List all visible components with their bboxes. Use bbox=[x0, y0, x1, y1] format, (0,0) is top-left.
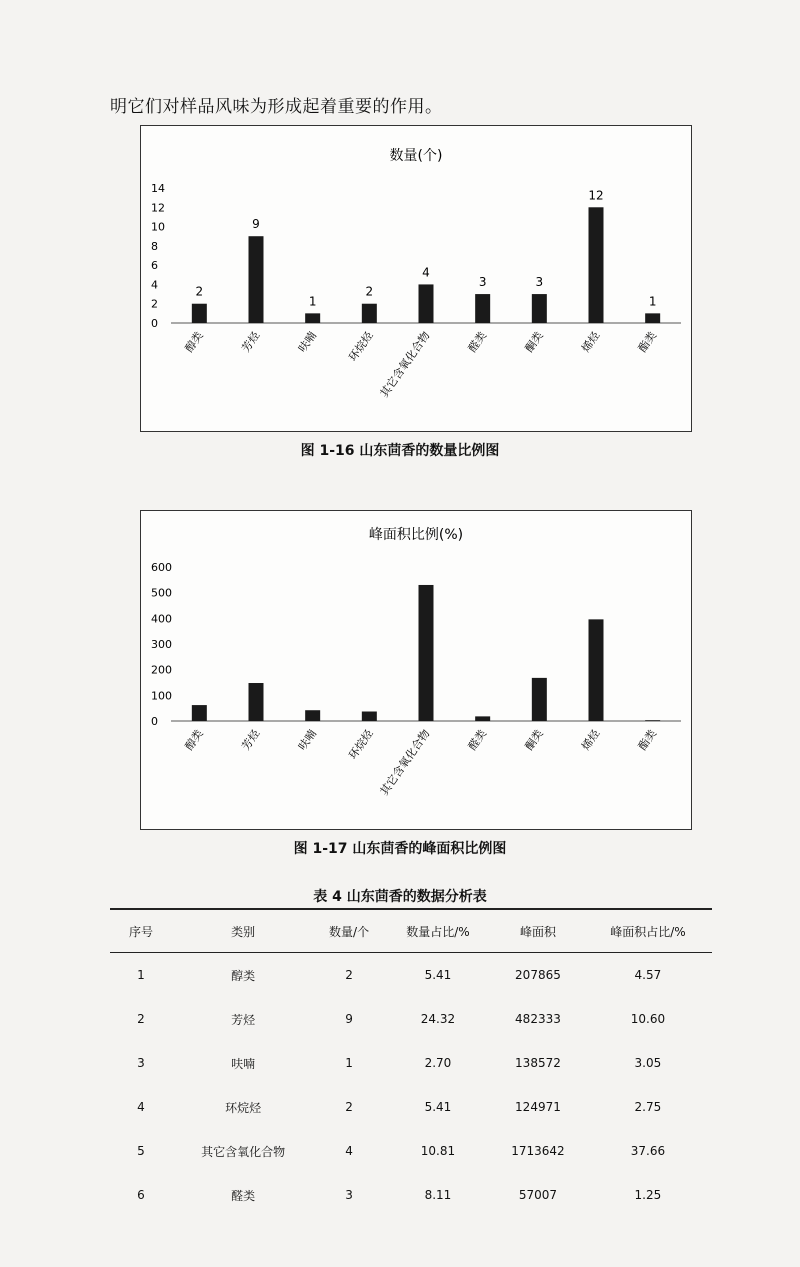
data-label: 3 bbox=[535, 275, 544, 290]
cell-category: 醇类 bbox=[231, 968, 256, 983]
category-label: 醛类 bbox=[465, 727, 490, 753]
cell-count-ratio: 8.11 bbox=[424, 1188, 452, 1202]
bar bbox=[192, 705, 207, 721]
data-label: 9 bbox=[252, 217, 260, 232]
cell-peak-area-ratio: 1.25 bbox=[634, 1188, 662, 1202]
data-label: 2 bbox=[365, 284, 374, 299]
cell-count: 2 bbox=[345, 968, 353, 982]
bar bbox=[532, 678, 547, 721]
cell-index: 3 bbox=[137, 1056, 145, 1070]
cell-index: 6 bbox=[137, 1188, 145, 1202]
header-count-ratio: 数量占比/% bbox=[406, 924, 470, 939]
table-row bbox=[110, 997, 712, 1041]
bar bbox=[532, 294, 547, 323]
cell-index: 5 bbox=[137, 1144, 145, 1158]
cell-peak-area: 482333 bbox=[515, 1012, 561, 1026]
cell-category: 芳烃 bbox=[231, 1012, 256, 1027]
table-header-row bbox=[110, 909, 712, 953]
cell-count: 4 bbox=[345, 1144, 353, 1158]
y-tick-label: 0 bbox=[151, 715, 158, 728]
table-row bbox=[110, 1129, 712, 1173]
table-row bbox=[110, 1085, 712, 1129]
y-tick-label: 500 bbox=[151, 586, 172, 600]
count-chart bbox=[140, 125, 692, 432]
category-label: 其它含氧化合物 bbox=[377, 329, 433, 400]
cell-count-ratio: 5.41 bbox=[424, 1100, 452, 1114]
cell-peak-area-ratio: 37.66 bbox=[630, 1144, 666, 1158]
data-analysis-table bbox=[110, 908, 712, 1217]
y-tick-label: 10 bbox=[151, 220, 165, 234]
y-tick-label: 0 bbox=[151, 317, 158, 330]
count-chart-svg bbox=[141, 126, 691, 431]
intro-text: 明它们对样品风味为形成起着重要的作用。 bbox=[110, 97, 443, 117]
bar bbox=[192, 304, 207, 323]
bar bbox=[475, 716, 490, 721]
cell-peak-area: 1713642 bbox=[511, 1144, 565, 1158]
cell-count-ratio: 2.70 bbox=[424, 1056, 452, 1070]
cell-peak-area: 124971 bbox=[515, 1100, 561, 1114]
y-tick-label: 600 bbox=[151, 561, 172, 574]
bar bbox=[475, 294, 490, 323]
bar bbox=[362, 712, 377, 721]
y-tick-label: 8 bbox=[151, 239, 158, 253]
table-caption: 表 4 山东茴香的数据分析表 bbox=[313, 889, 487, 905]
cell-count-ratio: 24.32 bbox=[420, 1012, 456, 1026]
peak-area-chart bbox=[140, 510, 692, 830]
table-row bbox=[110, 1041, 712, 1085]
bar bbox=[362, 304, 377, 323]
category-label: 酯类 bbox=[635, 727, 660, 753]
category-label: 酮类 bbox=[522, 727, 546, 753]
category-label: 呋喃 bbox=[295, 727, 320, 753]
cell-count-ratio: 5.41 bbox=[424, 968, 452, 982]
bar bbox=[645, 313, 660, 323]
data-label: 1 bbox=[648, 294, 657, 309]
data-label: 1 bbox=[308, 294, 317, 309]
cell-peak-area: 207865 bbox=[515, 968, 561, 982]
data-label: 12 bbox=[588, 188, 604, 203]
cell-count-ratio: 10.81 bbox=[420, 1144, 456, 1158]
y-tick-label: 200 bbox=[151, 663, 172, 677]
table-row bbox=[110, 953, 712, 998]
data-label: 2 bbox=[195, 284, 204, 299]
y-tick-label: 12 bbox=[151, 201, 165, 215]
category-label: 烯烃 bbox=[579, 329, 603, 355]
cell-index: 4 bbox=[137, 1100, 145, 1114]
cell-peak-area-ratio: 10.60 bbox=[630, 1012, 666, 1026]
cell-count: 9 bbox=[345, 1012, 353, 1026]
bar bbox=[645, 720, 660, 721]
category-label: 环烷烃 bbox=[346, 329, 376, 364]
header-peak-area: 峰面积 bbox=[519, 924, 556, 939]
cell-peak-area-ratio: 3.05 bbox=[634, 1056, 662, 1070]
category-label: 酮类 bbox=[522, 329, 546, 355]
bar bbox=[589, 207, 604, 323]
bar bbox=[249, 683, 264, 721]
category-label: 醇类 bbox=[182, 727, 206, 753]
category-label: 芳烃 bbox=[239, 727, 263, 753]
table-row bbox=[110, 1173, 712, 1217]
figure-caption-2: 图 1-17 山东茴香的峰面积比例图 bbox=[293, 841, 507, 857]
cell-peak-area-ratio: 4.57 bbox=[634, 968, 662, 982]
category-label: 醇类 bbox=[182, 329, 206, 355]
header-count: 数量/个 bbox=[329, 924, 370, 939]
chart-title: 峰面积比例(%) bbox=[368, 527, 464, 543]
y-tick-label: 6 bbox=[151, 259, 158, 273]
y-tick-label: 300 bbox=[151, 638, 172, 651]
y-tick-label: 2 bbox=[151, 297, 158, 311]
category-label: 酯类 bbox=[635, 329, 660, 355]
data-label: 3 bbox=[478, 275, 487, 290]
category-label: 芳烃 bbox=[239, 329, 263, 355]
cell-peak-area-ratio: 2.75 bbox=[634, 1100, 662, 1114]
cell-category: 其它含氧化合物 bbox=[201, 1144, 286, 1159]
bar bbox=[419, 585, 434, 721]
y-tick-label: 14 bbox=[151, 182, 165, 195]
bar bbox=[305, 710, 320, 721]
category-label: 烯烃 bbox=[579, 727, 603, 753]
header-peak-area-ratio: 峰面积占比/% bbox=[610, 924, 686, 939]
category-label: 环烷烃 bbox=[346, 727, 376, 762]
data-label: 4 bbox=[422, 265, 430, 280]
cell-peak-area: 57007 bbox=[518, 1188, 558, 1202]
cell-count: 3 bbox=[345, 1188, 353, 1202]
category-label: 醛类 bbox=[465, 329, 490, 355]
header-index: 序号 bbox=[128, 924, 153, 939]
cell-index: 2 bbox=[137, 1012, 145, 1026]
cell-count: 1 bbox=[345, 1056, 353, 1070]
bar bbox=[589, 619, 604, 721]
y-tick-label: 100 bbox=[151, 689, 172, 703]
cell-category: 环烷烃 bbox=[225, 1100, 262, 1115]
cell-index: 1 bbox=[137, 968, 145, 982]
bar bbox=[249, 236, 264, 323]
category-label: 呋喃 bbox=[295, 329, 320, 355]
cell-count: 2 bbox=[345, 1100, 353, 1114]
bar bbox=[305, 313, 320, 323]
cell-category: 醛类 bbox=[231, 1188, 256, 1203]
bar bbox=[419, 284, 434, 323]
category-label: 其它含氧化合物 bbox=[377, 727, 433, 798]
figure-caption-1: 图 1-16 山东茴香的数量比例图 bbox=[300, 443, 500, 459]
chart-title: 数量(个) bbox=[389, 148, 443, 164]
y-tick-label: 400 bbox=[151, 612, 172, 626]
peak-area-chart-svg bbox=[141, 511, 691, 829]
cell-category: 呋喃 bbox=[231, 1056, 256, 1071]
header-category: 类别 bbox=[231, 924, 256, 939]
y-tick-label: 4 bbox=[151, 278, 158, 292]
cell-peak-area: 138572 bbox=[515, 1056, 561, 1070]
